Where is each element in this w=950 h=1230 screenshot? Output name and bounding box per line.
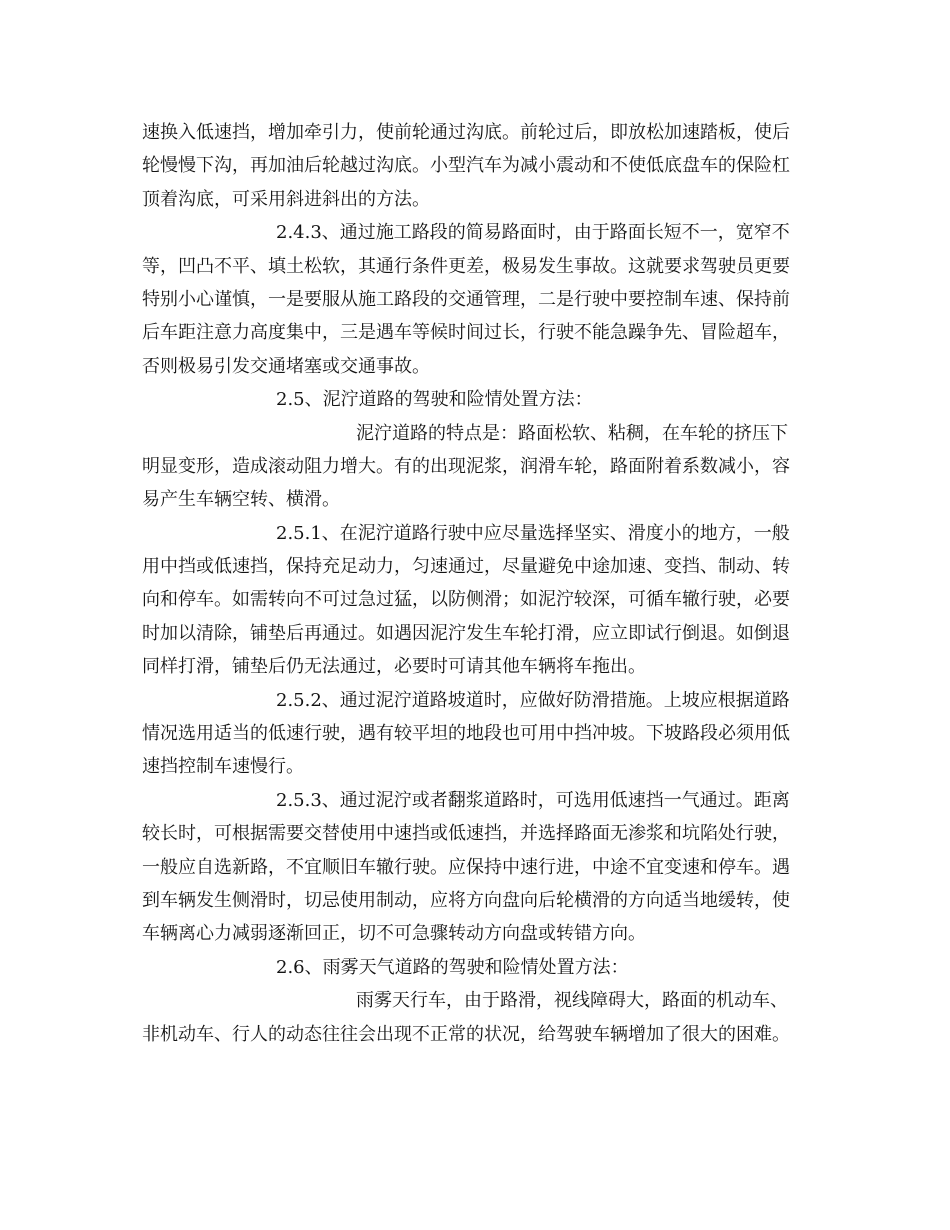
paragraph-start: 雨雾天行车，由于路滑，视线障碍大，路面的机动车、 — [356, 990, 788, 1012]
section-heading-2-5-3: 2.5.3、通过泥泞或者翻浆道路时，可选用低速挡一气通过。距离 — [276, 789, 790, 811]
text-line: 明显变形，造成滚动阻力增大。有的出现泥浆，润滑车轮，路面附着系数减小，容 — [142, 455, 790, 477]
text-line: 同样打滑，铺垫后仍无法通过，必要时可请其他车辆将车拖出。 — [142, 656, 646, 678]
text-line: 较长时，可根据需要交替使用中速挡或低速挡，并选择路面无渗浆和坑陷处行驶， — [142, 823, 790, 845]
document-body — [142, 116, 814, 1051]
section-heading-2-4-3: 2.4.3、通过施工路段的简易路面时，由于路面长短不一，宽窄不 — [276, 222, 790, 244]
paragraph-start: 泥泞道路的特点是：路面松软、粘稠，在车轮的挤压下 — [356, 422, 788, 444]
section-heading-2-6: 2.6、雨雾天气道路的驾驶和险情处置方法： — [276, 956, 629, 978]
section-heading-2-5-1: 2.5.1、在泥泞道路行驶中应尽量选择坚实、滑度小的地方，一般 — [276, 522, 790, 544]
text-line: 一般应自选新路，不宜顺旧车辙行驶。应保持中速行进，中途不宜变速和停车。遇 — [142, 856, 790, 878]
text-line: 速挡控制车速慢行。 — [142, 756, 304, 778]
text-line: 向和停车。如需转向不可过急过猛，以防侧滑；如泥泞较深，可循车辙行驶，必要 — [142, 589, 790, 611]
text-line: 轮慢慢下沟，再加油后轮越过沟底。小型汽车为减小震动和不使低底盘车的保险杠 — [142, 155, 790, 177]
text-line: 特别小心谨慎，一是要服从施工路段的交通管理，二是行驶中要控制车速、保持前 — [142, 288, 790, 310]
text-line: 非机动车、行人的动态往往会出现不正常的状况，给驾驶车辆增加了很大的困难。 — [142, 1023, 790, 1045]
text-line: 顶着沟底，可采用斜进斜出的方法。 — [142, 188, 430, 210]
text-line: 车辆离心力减弱逐渐回正，切不可急骤转动方向盘或转错方向。 — [142, 923, 646, 945]
text-line: 速换入低速挡，增加牵引力，使前轮通过沟底。前轮过后，即放松加速踏板，使后 — [142, 122, 790, 143]
text-line: 易产生车辆空转、横滑。 — [142, 489, 340, 511]
text-line: 到车辆发生侧滑时，切忌使用制动，应将方向盘向后轮横滑的方向适当地缓转，使 — [142, 889, 790, 911]
text-line: 时加以清除，铺垫后再通过。如遇因泥泞发生车轮打滑，应立即试行倒退。如倒退 — [142, 622, 790, 644]
text-line: 情况选用适当的低速行驶，遇有较平坦的地段也可用中挡冲坡。下坡路段必须用低 — [142, 723, 790, 745]
text-line: 用中挡或低速挡，保持充足动力，匀速通过，尽量避免中途加速、变挡、制动、转 — [142, 556, 790, 578]
section-heading-2-5: 2.5、泥泞道路的驾驶和险情处置方法： — [276, 389, 593, 411]
section-heading-2-5-2: 2.5.2、通过泥泞道路坡道时，应做好防滑措施。上坡应根据道路 — [276, 689, 790, 711]
text-line: 等，凹凸不平、填土松软，其通行条件更差，极易发生事故。这就要求驾驶员更要 — [142, 255, 790, 277]
text-line: 后车距注意力高度集中，三是遇车等候时间过长，行驶不能急躁争先、冒险超车， — [142, 322, 790, 344]
text-line: 否则极易引发交通堵塞或交通事故。 — [142, 355, 430, 377]
